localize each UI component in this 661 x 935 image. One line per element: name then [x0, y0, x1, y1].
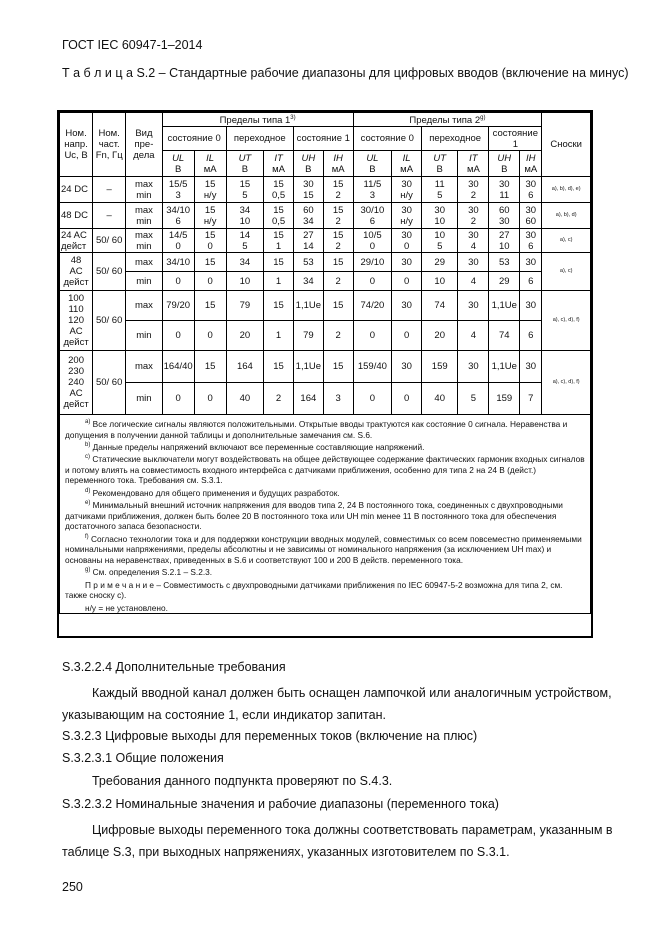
value-cell: 30 2	[458, 177, 489, 203]
value-cell: 164/40	[162, 351, 194, 383]
frequency-cell: 50/ 60	[93, 351, 126, 415]
value-cell: 15 н/у	[194, 203, 226, 229]
value-cell: 10	[226, 272, 264, 291]
footnote: $^{g)}$ См. определения S.2.1 – S.2.3.	[85, 567, 213, 578]
value-cell: 1,1Ue	[489, 351, 520, 383]
value-cell: 0	[194, 272, 226, 291]
value-cell: 14 5	[226, 229, 264, 253]
value-cell: 30 6	[520, 229, 542, 253]
table-row	[60, 383, 591, 415]
para-outputs: Цифровые выходы переменного тока должны соответствовать параметрам, указанным в таблице S.3, при выходных напряжениях, указанных изготовителем по S.3.1.	[62, 823, 613, 859]
value-cell: 40	[226, 383, 264, 415]
subheader-cell: UL В	[353, 151, 392, 177]
value-cell: 74	[422, 291, 458, 321]
footnote: $^{a)}$ Все логические сигналы являются положительными. Открытые вводы трактуются как состояние 0 сигнала. Неравенства и допущения в получении данной таблицы и дополнительные замечания см. S.6.	[65, 418, 568, 440]
col-transition-t2: переходное	[422, 127, 489, 151]
value-cell: 34/10	[162, 253, 194, 272]
footnote: $^{b)}$ Данные пределы напряжений включают все переменные составляющие напряжений.	[85, 441, 425, 452]
voltage-cell: 48 DC	[60, 203, 93, 229]
value-cell: 15	[323, 291, 353, 321]
limit-kind-cell: max	[126, 291, 162, 321]
value-cell: 15	[264, 291, 294, 321]
value-cell: 30 н/у	[392, 177, 422, 203]
para-s32231: S.3.2.3.1 Общие положения	[62, 751, 224, 765]
value-cell: 30	[520, 351, 542, 383]
value-cell: 6	[520, 321, 542, 351]
value-cell: 15	[264, 351, 294, 383]
value-cell: 15 2	[323, 229, 353, 253]
value-cell: 164	[226, 351, 264, 383]
table-row	[60, 321, 591, 351]
value-cell: 34 10	[226, 203, 264, 229]
frequency-cell: 50/ 60	[93, 229, 126, 253]
frequency-cell: 50/ 60	[93, 253, 126, 291]
value-cell: 15 н/у	[194, 177, 226, 203]
value-cell: 29	[489, 272, 520, 291]
value-cell: 30	[392, 291, 422, 321]
value-cell: 0	[353, 272, 392, 291]
value-cell: 0	[392, 383, 422, 415]
value-cell: 1	[264, 272, 294, 291]
value-cell: 30/10 6	[353, 203, 392, 229]
value-cell: 74/20	[353, 291, 392, 321]
value-cell: 2	[264, 383, 294, 415]
value-cell: 53	[489, 253, 520, 272]
value-cell: 79/20	[162, 291, 194, 321]
value-cell: 164	[293, 383, 323, 415]
table-row	[60, 351, 591, 383]
value-cell: 15	[194, 253, 226, 272]
limit-kind-cell: max	[126, 253, 162, 272]
page-number: 250	[62, 880, 83, 894]
limit-kind-cell: max min	[126, 229, 162, 253]
table-row	[60, 177, 591, 203]
notes-ref-cell: a), c), d), f)	[542, 291, 591, 351]
subheader-cell: UT В	[226, 151, 264, 177]
value-cell: 15 0,5	[264, 177, 294, 203]
para-s32224: S.3.2.2.4 Дополнительные требования	[62, 660, 286, 674]
para-indicator: Каждый вводной канал должен быть оснащен лампочкой или аналогичным устройством, указывающим на состояние 1, если индикатор запитан.	[62, 686, 612, 722]
col-state0-t2: состояние 0	[353, 127, 421, 151]
value-cell: 30 60	[520, 203, 542, 229]
value-cell: 53	[293, 253, 323, 272]
value-cell: 20	[226, 321, 264, 351]
subheader-cell: IH мА	[520, 151, 542, 177]
value-cell: 1,1Ue	[293, 351, 323, 383]
footnote: $^{c)}$ Статические выключатели могут воздействовать на общее действующее содержание фактических гармоник входных сигналов и потому влиять на совместимость входного интерфейса с датчиками приближения, особенно для типа 2 на 24 В (дейст.) переменного тока. Требования см. S.3.1.	[65, 454, 585, 486]
subheader-cell: IL мА	[194, 151, 226, 177]
value-cell: 0	[162, 383, 194, 415]
subheader-cell: UH В	[489, 151, 520, 177]
value-cell: 30	[458, 351, 489, 383]
value-cell: 34/10 6	[162, 203, 194, 229]
subheader-cell: IH мА	[323, 151, 353, 177]
value-cell: 30 н/у	[392, 203, 422, 229]
value-cell: 3	[323, 383, 353, 415]
value-cell: 4	[458, 272, 489, 291]
para-s32232: S.3.2.3.2 Номинальные значения и рабочие диапазоны (переменного тока)	[62, 797, 499, 811]
value-cell: 2	[323, 272, 353, 291]
value-cell: 30	[392, 253, 422, 272]
col-type2: Пределы типа 2$^{g)}$	[353, 113, 542, 127]
value-cell: 30	[520, 253, 542, 272]
value-cell: 15 2	[323, 203, 353, 229]
notes-ref-cell: a), c)	[542, 229, 591, 253]
col-limit-kind: Вид пре-дела	[126, 113, 162, 177]
value-cell: 15 0,5	[264, 203, 294, 229]
col-state0-t1: состояние 0	[162, 127, 226, 151]
frequency-cell: –	[93, 177, 126, 203]
value-cell: 15 0	[194, 229, 226, 253]
table-notes	[60, 415, 591, 614]
value-cell: 74	[489, 321, 520, 351]
para-requirements: Требования данного подпункта проверяют по S.4.3.	[92, 774, 393, 788]
table-row	[60, 203, 591, 229]
table-row	[60, 253, 591, 272]
value-cell: 10	[422, 272, 458, 291]
voltage-cell: 24 DC	[60, 177, 93, 203]
value-cell: 30 11	[489, 177, 520, 203]
value-cell: 34	[226, 253, 264, 272]
value-cell: 11 5	[422, 177, 458, 203]
voltage-cell: 200 230 240 AC дейст	[60, 351, 93, 415]
value-cell: 2	[323, 321, 353, 351]
subheader-cell: IT мА	[264, 151, 294, 177]
table-s2	[57, 110, 593, 638]
voltage-cell: 100 110 120 AC дейст	[60, 291, 93, 351]
subheader-cell: UL В	[162, 151, 194, 177]
footnote: н/у = не установлено.	[85, 602, 168, 613]
value-cell: 30	[392, 351, 422, 383]
footnote: П р и м е ч а н и е – Совместимость с двухпроводными датчиками приближения по IEC 60947-5-2 возможна для типа 2, см. также сноску c).	[65, 579, 563, 601]
value-cell: 0	[353, 383, 392, 415]
value-cell: 6	[520, 272, 542, 291]
value-cell: 30	[458, 291, 489, 321]
voltage-cell: 24 AC дейст	[60, 229, 93, 253]
value-cell: 30 10	[422, 203, 458, 229]
value-cell: 10/5 0	[353, 229, 392, 253]
col-type1: Пределы типа 1$^{3)}$	[162, 113, 353, 127]
value-cell: 10 5	[422, 229, 458, 253]
value-cell: 7	[520, 383, 542, 415]
value-cell: 15	[323, 351, 353, 383]
value-cell: 1,1Ue	[293, 291, 323, 321]
subheader-cell: IL мА	[392, 151, 422, 177]
subheader-cell: IT мА	[458, 151, 489, 177]
value-cell: 5	[458, 383, 489, 415]
value-cell: 30 2	[458, 203, 489, 229]
limit-kind-cell: min	[126, 383, 162, 415]
value-cell: 30 15	[293, 177, 323, 203]
value-cell: 15 5	[226, 177, 264, 203]
table-row	[60, 291, 591, 321]
value-cell: 20	[422, 321, 458, 351]
table-caption: Т а б л и ц а S.2 – Стандартные рабочие диапазоны для цифровых вводов (включение на минус)	[62, 66, 629, 80]
value-cell: 15	[194, 351, 226, 383]
subheader-cell: UH В	[293, 151, 323, 177]
value-cell: 0	[194, 321, 226, 351]
document-header: ГОСТ IEC 60947-1–2014	[62, 38, 203, 52]
value-cell: 4	[458, 321, 489, 351]
limit-kind-cell: max min	[126, 177, 162, 203]
value-cell: 30	[520, 291, 542, 321]
voltage-cell: 48 AC дейст	[60, 253, 93, 291]
value-cell: 0	[353, 321, 392, 351]
notes-ref-cell: a), c), d), f)	[542, 351, 591, 415]
value-cell: 159/40	[353, 351, 392, 383]
value-cell: 15	[323, 253, 353, 272]
value-cell: 30 4	[458, 229, 489, 253]
footnote: $^{f)}$ Согласно технологии тока и для поддержки конструкции вводных модулей, совместимых со всем повсеместно применяемыми номинальными напряжениями, пределы абсолютны и не зависимы от номинального напряжения (за исключением UH max) и основаны на неравенствах, приведенных в S.6 и соответствуют 100 и 200 В действ. переменного тока.	[65, 533, 582, 565]
table-row	[60, 229, 591, 253]
frequency-cell: –	[93, 203, 126, 229]
value-cell: 0	[162, 321, 194, 351]
col-state1-t1: состояние 1	[293, 127, 353, 151]
value-cell: 0	[162, 272, 194, 291]
value-cell: 40	[422, 383, 458, 415]
value-cell: 30 0	[392, 229, 422, 253]
footnote: $^{d)}$ Рекомендовано для общего применения и будущих разработок.	[85, 487, 340, 498]
notes-ref-cell: a), c)	[542, 253, 591, 291]
col-notes: Сноски	[542, 113, 591, 177]
value-cell: 60 30	[489, 203, 520, 229]
value-cell: 0	[194, 383, 226, 415]
value-cell: 0	[392, 272, 422, 291]
value-cell: 0	[392, 321, 422, 351]
value-cell: 29	[422, 253, 458, 272]
value-cell: 15 2	[323, 177, 353, 203]
notes-ref-cell: a), b), d), e)	[542, 177, 591, 203]
value-cell: 159	[489, 383, 520, 415]
limit-kind-cell: min	[126, 272, 162, 291]
value-cell: 30 6	[520, 177, 542, 203]
footnote: $^{e)}$ Минимальный внешний источник напряжения для вводов типа 2, 24 В постоянного тока, соединенных с двухпроводными датчиками приближения, должен быть более 20 В постоянного тока или UH min менее 11 В постоянного тока для обеспечения достаточного запаса безопасности.	[65, 500, 563, 532]
value-cell: 14/5 0	[162, 229, 194, 253]
value-cell: 1	[264, 321, 294, 351]
value-cell: 15 1	[264, 229, 294, 253]
value-cell: 60 34	[293, 203, 323, 229]
notes-ref-cell: a), b), d)	[542, 203, 591, 229]
frequency-cell: 50/ 60	[93, 291, 126, 351]
value-cell: 30	[458, 253, 489, 272]
limit-kind-cell: max	[126, 351, 162, 383]
para-s3223: S.3.2.3 Цифровые выходы для переменных токов (включение на плюс)	[62, 729, 478, 743]
value-cell: 15/5 3	[162, 177, 194, 203]
value-cell: 159	[422, 351, 458, 383]
value-cell: 27 14	[293, 229, 323, 253]
col-state1-t2: состояние 1	[489, 127, 542, 151]
col-nom-voltage: Ном. напр. Uc, В	[60, 113, 93, 177]
col-nom-freq: Ном. част. Fn, Гц	[93, 113, 126, 177]
value-cell: 27 10	[489, 229, 520, 253]
value-cell: 29/10	[353, 253, 392, 272]
value-cell: 15	[194, 291, 226, 321]
subheader-cell: UT В	[422, 151, 458, 177]
value-cell: 79	[226, 291, 264, 321]
table-row	[60, 272, 591, 291]
value-cell: 34	[293, 272, 323, 291]
value-cell: 15	[264, 253, 294, 272]
value-cell: 11/5 3	[353, 177, 392, 203]
value-cell: 79	[293, 321, 323, 351]
col-transition-t1: переходное	[226, 127, 293, 151]
value-cell: 1,1Ue	[489, 291, 520, 321]
limit-kind-cell: min	[126, 321, 162, 351]
limit-kind-cell: max min	[126, 203, 162, 229]
